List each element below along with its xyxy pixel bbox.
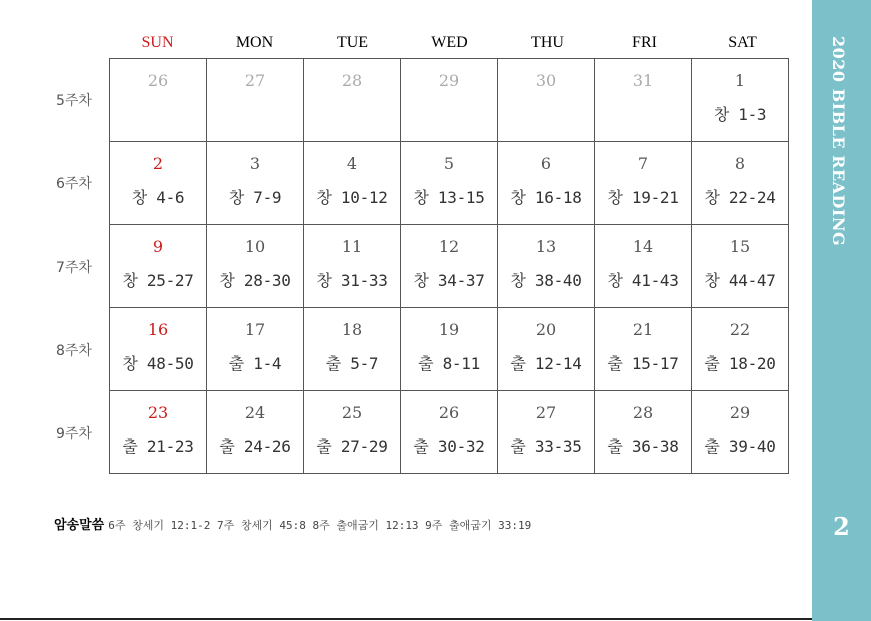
day-header-sun: SUN: [141, 34, 174, 51]
day-header-mon: MON: [235, 34, 274, 51]
day-cell: [498, 142, 595, 225]
week-row: [110, 142, 789, 225]
day-number: 26: [147, 71, 169, 90]
reading-assignment: 창 48-50: [122, 354, 194, 373]
day-header-tue: TUE: [336, 34, 369, 51]
reading-assignment: 창 16-18: [510, 188, 582, 207]
memory-verse-label: 암송말씀: [54, 518, 105, 533]
day-cell: [207, 308, 304, 391]
day-number: 31: [632, 71, 654, 90]
day-cell: [595, 308, 692, 391]
day-header-fri: FRI: [632, 34, 657, 51]
bottom-rule: [0, 618, 812, 620]
calendar-table: [109, 58, 789, 474]
day-cell: [207, 225, 304, 308]
reading-assignment: 출 18-20: [704, 354, 776, 373]
day-number: 22: [729, 320, 751, 339]
reading-assignment: 출 12-14: [510, 354, 582, 373]
calendar-grid: [109, 58, 789, 474]
week-row: [110, 225, 789, 308]
day-cell: [595, 225, 692, 308]
day-number: 9: [152, 237, 164, 256]
reading-assignment: 창 38-40: [510, 271, 582, 290]
reading-assignment: 출 24-26: [219, 437, 291, 456]
day-number: 5: [443, 154, 455, 173]
day-number: 29: [438, 71, 460, 90]
day-cell: [304, 142, 401, 225]
day-number: 28: [341, 71, 363, 90]
day-cell: [692, 391, 789, 474]
reading-assignment: 출 36-38: [607, 437, 679, 456]
day-number: 25: [341, 403, 363, 422]
day-number: 17: [244, 320, 266, 339]
day-cell: [110, 225, 207, 308]
reading-assignment: 출 30-32: [413, 437, 485, 456]
reading-assignment: 출 5-7: [325, 354, 379, 373]
day-number: 28: [632, 403, 654, 422]
reading-assignment: 창 13-15: [413, 188, 485, 207]
day-cell: [692, 59, 789, 142]
day-number: 13: [535, 237, 557, 256]
day-cell: [595, 391, 692, 474]
day-header-wed: WED: [431, 34, 468, 51]
day-cell: [401, 142, 498, 225]
reading-assignment: 창 31-33: [316, 271, 388, 290]
reading-assignment: 창 25-27: [122, 271, 194, 290]
day-cell: [595, 59, 692, 142]
day-cell: [110, 308, 207, 391]
reading-assignment: 출 33-35: [510, 437, 582, 456]
day-cell: [498, 59, 595, 142]
reading-assignment: 창 22-24: [704, 188, 776, 207]
day-number: 14: [632, 237, 654, 256]
reading-assignment: 출 39-40: [704, 437, 776, 456]
day-cell: [692, 308, 789, 391]
day-cell: [692, 225, 789, 308]
day-number: 6: [540, 154, 552, 173]
reading-assignment: 창 1-3: [713, 105, 767, 124]
day-cell: [692, 142, 789, 225]
reading-assignment: 출 1-4: [228, 354, 282, 373]
day-number: 23: [147, 403, 169, 422]
day-cell: [401, 59, 498, 142]
reading-assignment: 출 21-23: [122, 437, 194, 456]
day-number: 27: [244, 71, 266, 90]
day-header-sat: SAT: [728, 34, 757, 51]
day-number: 15: [729, 237, 751, 256]
day-cell: [401, 308, 498, 391]
week-label: 8주차: [56, 343, 92, 359]
day-number: 8: [734, 154, 746, 173]
reading-assignment: 창 28-30: [219, 271, 291, 290]
day-number: 30: [535, 71, 557, 90]
day-number: 12: [438, 237, 460, 256]
reading-assignment: 창 4-6: [131, 188, 185, 207]
day-cell: [207, 142, 304, 225]
day-cell: [207, 59, 304, 142]
day-number: 29: [729, 403, 751, 422]
reading-assignment: 출 15-17: [607, 354, 679, 373]
day-cell: [498, 308, 595, 391]
week-label: 9주차: [56, 426, 92, 442]
day-cell: [110, 391, 207, 474]
day-cell: [498, 391, 595, 474]
reading-assignment: 출 8-11: [418, 354, 480, 373]
reading-assignment: 창 10-12: [316, 188, 388, 207]
memory-verse-text: 6주 창세기 12:1-2 7주 창세기 45:8 8주 출애굽기 12:13 9주 출애굽기 33:19: [108, 519, 532, 532]
day-number: 3: [249, 154, 261, 173]
day-cell: [401, 225, 498, 308]
week-label: 6주차: [56, 176, 92, 192]
day-number: 11: [341, 237, 363, 256]
day-number: 24: [244, 403, 266, 422]
reading-assignment: 창 44-47: [704, 271, 776, 290]
day-cell: [110, 142, 207, 225]
memory-verse-line: [54, 514, 531, 533]
week-row: [110, 308, 789, 391]
day-cell: [304, 59, 401, 142]
day-cell: [304, 225, 401, 308]
day-number: 7: [637, 154, 649, 173]
week-row: [110, 59, 789, 142]
day-cell: [595, 142, 692, 225]
day-number: 1: [734, 71, 746, 90]
day-number: 10: [244, 237, 266, 256]
day-number: 2: [152, 154, 164, 173]
day-number: 18: [341, 320, 363, 339]
reading-assignment: 출 27-29: [316, 437, 388, 456]
day-cell: [304, 308, 401, 391]
day-number: 19: [438, 320, 460, 339]
week-row: [110, 391, 789, 474]
sidebar-title: 2020 BIBLE READING: [829, 36, 848, 247]
day-number: 4: [346, 154, 358, 173]
day-number: 27: [535, 403, 557, 422]
day-cell: [304, 391, 401, 474]
day-cell: [401, 391, 498, 474]
reading-assignment: 창 34-37: [413, 271, 485, 290]
week-label: 7주차: [56, 260, 92, 276]
day-number: 26: [438, 403, 460, 422]
day-header-thu: THU: [531, 34, 564, 51]
day-number: 20: [535, 320, 557, 339]
reading-assignment: 창 7-9: [228, 188, 282, 207]
day-cell: [207, 391, 304, 474]
day-cell: [498, 225, 595, 308]
reading-assignment: 창 19-21: [607, 188, 679, 207]
day-number: 21: [632, 320, 654, 339]
page-number: 2: [833, 512, 850, 541]
reading-assignment: 창 41-43: [607, 271, 679, 290]
day-number: 16: [147, 320, 169, 339]
week-label: 5주차: [56, 93, 92, 109]
day-cell: [110, 59, 207, 142]
